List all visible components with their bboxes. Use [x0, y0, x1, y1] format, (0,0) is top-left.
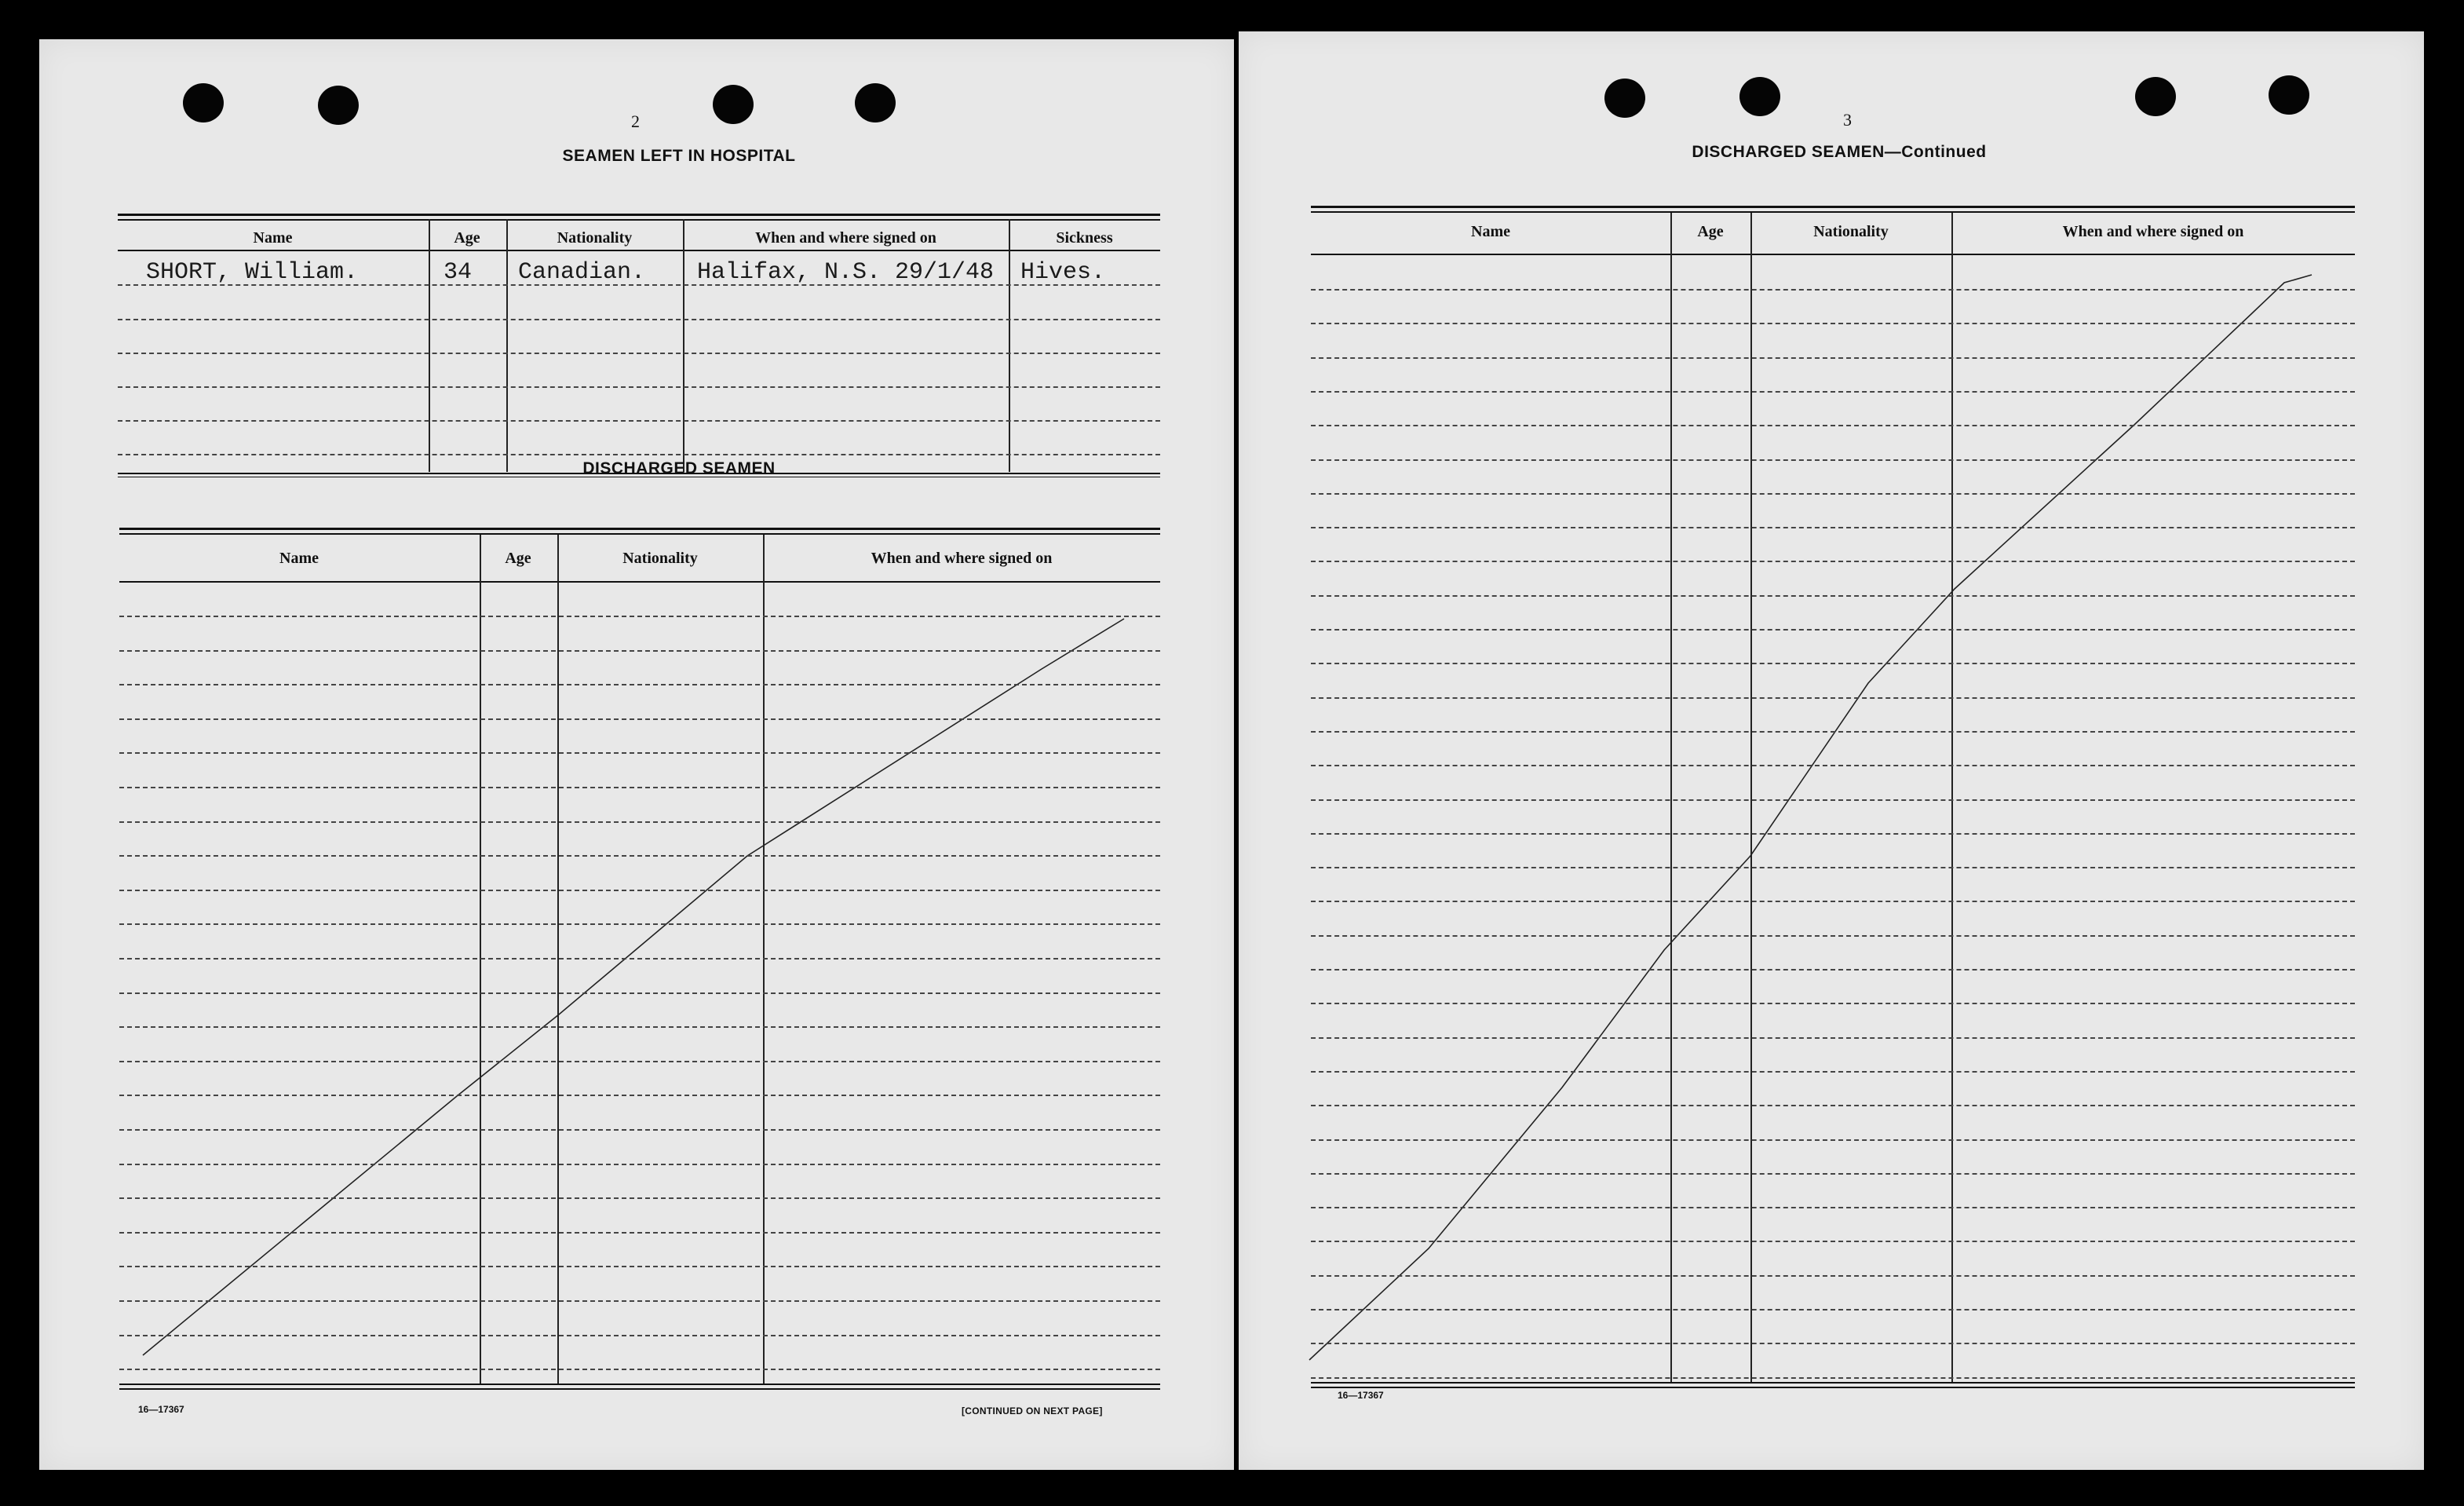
discharged-table-left	[119, 487, 1160, 1443]
punch-hole	[713, 85, 754, 124]
ruled-row	[119, 1369, 1160, 1370]
punch-hole	[183, 83, 224, 122]
ruled-row	[1311, 969, 2355, 970]
col-header-signed-on: When and where signed on	[755, 229, 936, 247]
ruled-row	[119, 1026, 1160, 1028]
ruled-row	[1311, 1241, 2355, 1242]
ruled-row	[1311, 1173, 2355, 1175]
form-code: 16—17367	[1338, 1390, 1384, 1401]
ruled-row	[119, 650, 1160, 652]
ruled-row	[119, 1300, 1160, 1302]
ruled-row	[1311, 799, 2355, 801]
ruled-row	[119, 1232, 1160, 1234]
punch-hole	[318, 86, 359, 125]
col-header-nationality: Nationality	[622, 550, 698, 567]
ruled-row	[119, 1061, 1160, 1062]
entry-name: SHORT, William.	[146, 259, 359, 286]
ruled-row	[119, 1266, 1160, 1267]
col-header-signed-on: When and where signed on	[871, 550, 1053, 567]
ruled-row	[1311, 527, 2355, 528]
ruled-row	[1311, 1139, 2355, 1141]
punch-hole	[1739, 77, 1780, 116]
ruled-row	[119, 684, 1160, 685]
page-number: 3	[1843, 110, 1852, 130]
ruled-row	[1311, 391, 2355, 393]
col-header-name: Name	[253, 229, 293, 247]
ruled-row	[1311, 833, 2355, 835]
right-page	[1239, 31, 2424, 1470]
ruled-row	[119, 923, 1160, 925]
ruled-row	[1311, 323, 2355, 324]
ruled-row	[1311, 697, 2355, 699]
ruled-row	[1311, 1309, 2355, 1310]
ruled-row	[119, 752, 1160, 754]
ruled-row	[1311, 1003, 2355, 1004]
ruled-row	[1311, 357, 2355, 359]
col-header-signed-on: When and where signed on	[2062, 223, 2244, 240]
entry-sickness: Hives.	[1020, 259, 1106, 286]
col-header-age: Age	[1697, 223, 1724, 240]
ruled-row	[119, 787, 1160, 788]
ruled-row	[1311, 867, 2355, 868]
ruled-row	[119, 890, 1160, 891]
discharged-continued-title	[1623, 143, 2055, 162]
form-code: 16—17367	[138, 1404, 184, 1415]
title-main: DISCHARGED SEAMEN	[1692, 143, 1885, 161]
punch-hole	[2269, 75, 2309, 115]
ruled-row	[1311, 459, 2355, 461]
ruled-row	[1311, 425, 2355, 426]
title-suffix: —Continued	[1884, 143, 1987, 161]
ruled-row	[1311, 935, 2355, 937]
ruled-row	[1311, 1377, 2355, 1379]
ruled-row	[1311, 1343, 2355, 1344]
ruled-row	[119, 1164, 1160, 1165]
ruled-row	[119, 992, 1160, 994]
col-header-nationality: Nationality	[557, 229, 633, 247]
punch-hole	[2135, 77, 2176, 116]
ruled-row	[119, 1095, 1160, 1096]
ruled-row	[119, 958, 1160, 960]
punch-hole	[1604, 79, 1645, 118]
continued-note: [CONTINUED ON NEXT PAGE]	[962, 1405, 1103, 1416]
discharged-table-right	[1311, 165, 2355, 1437]
ruled-row	[119, 1129, 1160, 1131]
punch-hole	[855, 83, 896, 122]
hospital-table	[118, 173, 1160, 479]
ruled-row	[1311, 1037, 2355, 1039]
ruled-row	[1311, 1071, 2355, 1073]
ruled-row	[1311, 1105, 2355, 1106]
ruled-row	[1311, 629, 2355, 631]
col-header-age: Age	[505, 550, 531, 567]
strike-through-line	[1311, 165, 2355, 1437]
col-header-name: Name	[279, 550, 319, 567]
ruled-row	[1311, 663, 2355, 664]
entry-age: 34	[444, 259, 473, 286]
ruled-row	[1311, 289, 2355, 291]
col-header-nationality: Nationality	[1813, 223, 1889, 240]
col-header-name: Name	[1471, 223, 1510, 240]
ruled-row	[1311, 731, 2355, 733]
page-number: 2	[631, 111, 640, 131]
ruled-row	[119, 855, 1160, 857]
ruled-row	[119, 718, 1160, 720]
ruled-row	[119, 821, 1160, 823]
ruled-row	[119, 1335, 1160, 1336]
col-header-age: Age	[454, 229, 480, 247]
ruled-row	[1311, 901, 2355, 902]
ruled-row	[1311, 765, 2355, 766]
discharged-section-title: DISCHARGED SEAMEN	[582, 459, 776, 477]
col-header-sickness: Sickness	[1056, 229, 1113, 247]
entry-signed-on: Halifax, N.S. 29/1/48	[697, 259, 995, 286]
entry-nationality: Canadian.	[518, 259, 646, 286]
left-page	[39, 39, 1234, 1470]
ruled-row	[119, 616, 1160, 617]
ruled-row	[1311, 595, 2355, 597]
ruled-row	[119, 1197, 1160, 1199]
hospital-section-title: SEAMEN LEFT IN HOSPITAL	[562, 147, 796, 165]
ruled-row	[1311, 493, 2355, 495]
ruled-row	[1311, 561, 2355, 562]
ruled-row	[1311, 1275, 2355, 1277]
ruled-row	[1311, 1207, 2355, 1208]
